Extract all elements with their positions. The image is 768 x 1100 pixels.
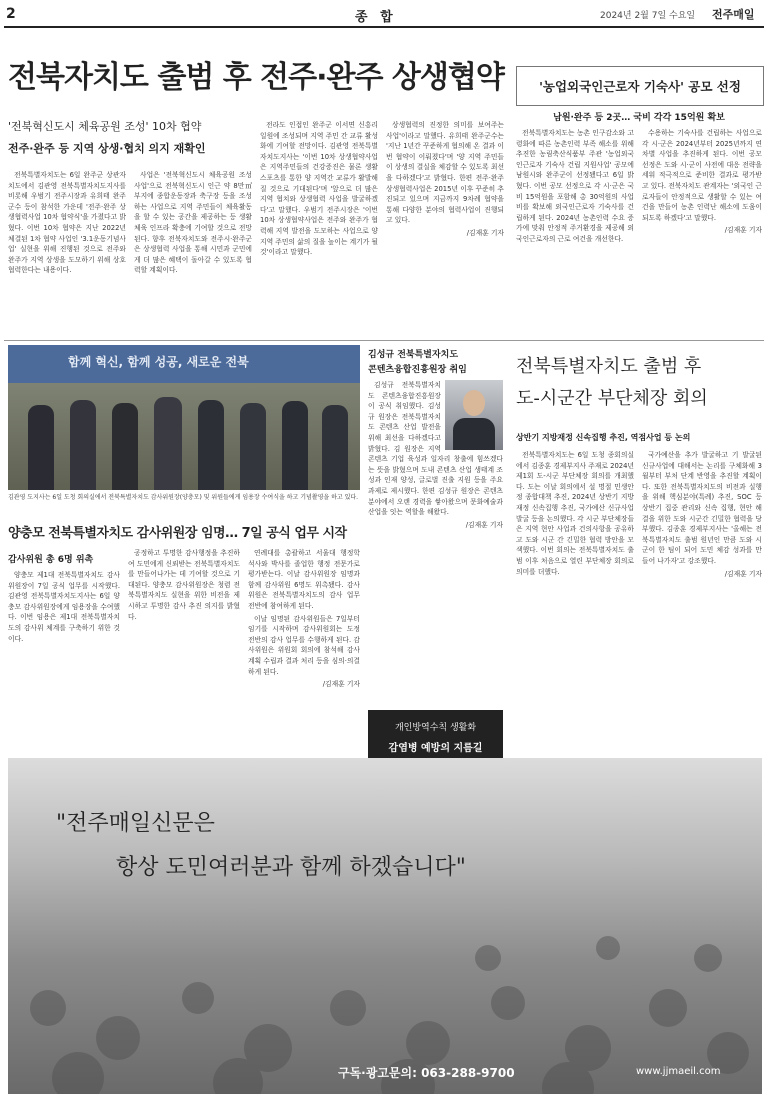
person-figure: [70, 400, 96, 490]
portrait-face: [463, 390, 485, 416]
person-figure: [28, 405, 54, 490]
ad-slogan-1: "전주매일신문은: [56, 811, 215, 836]
profile-text: 김성규 전북특별자치도 콘텐츠융합진흥원장이 공식 취임했다. 김성규 원장은 전북특별자치도 콘텐츠 산업 발전을 위해 최선을 다하겠다고 밝혔다. 김 원장은 지역 콘텐츠 기업 육성과 일자리 창출에 힘쓰겠다는 뜻을 밝혔으며 도내 콘텐츠 산업 생태계 조성과 인재 양성, 글로벌 진출 지원 등을 주요 과제로 제시했다. 한편 김성규 원장은 콘텐츠 분야에서 오랜 경력을 쌓아왔으며 문화예술과 산업을 잇는 역할을 해왔다. /김재훈 기자: [368, 381, 503, 529]
person-figure: [198, 400, 224, 490]
notice-box: [368, 710, 503, 760]
notice-line-2: 감염병 예방의 지름길: [388, 743, 483, 754]
profile-byline: /김재훈 기자: [465, 520, 503, 529]
yang-headline: 양충모 전북특별자치도 감사위원장 임명… 7일 공식 업무 시작: [8, 526, 347, 541]
header-rule: [4, 26, 764, 28]
ad-slogan-2: 항상 도민여러분과 함께 하겠습니다": [116, 855, 466, 880]
main-col-3: 전라도 인접인 완주군 이서면 신흥리 일원에 조성되며 지역 주민 간 교류 활성화에 기여할 전망이다. 김관영 전북특별자치도지사는 '이번 10차 상생협약사업은 지역주민들의 건강증진은 물론 생활스포츠를 통한 양 지역간 교류가 활발해질 것으로 기대된다'며 '앞으로 더 많은 지역 협치와 상생협력 사업을 발굴하겠다'고 말했다. 우범기 전주시장은 '이번 10차 상생협약사업은 전주와 완주가 협력해 지역 발전을 도모하는 사업으로 양 지역 주민의 삶의 질을 높이는 계기가 될 것'이라고 말했다.: [260, 121, 378, 257]
profile-portrait: [445, 380, 503, 450]
main-byline: /김재훈 기자: [466, 228, 504, 237]
right-subhead: 상반기 지방재정 신속집행 추진, 역점사업 등 논의: [516, 433, 691, 442]
notice-line-1: 개인방역수칙 생활화: [394, 723, 477, 733]
main-col-1: 전북특별자치도는 6일 완주군 상관자치도에서 김관영 전북특별자치도지사를 비롯해 우범기 전주시장과 유희태 완주군수 등이 참석한 가운데 '전주·완주 상생협력사업 10차 협약식'을 가졌다고 밝혔다. 이번 10차 협약은 지난 2022년 체결된 1차 협약 사업인 '3.1운동기념사업' 실현을 위해 진행된 것으로 전주와 완주가 지역 상생을 도모하기 위해 상호 협력한다는 내용이다.: [8, 171, 126, 275]
sidebar-byline: /김재훈 기자: [724, 226, 762, 235]
sidebar-col-1: 전북특별자치도는 농촌 인구감소와 고령화에 따른 농촌인력 부족 해소를 위해 추진한 농림축산식품부 주관 '농업외국인근로자 기숙사 건립 지원사업' 공모에 남원시와 완주군이 선정됐다고 6일 밝혔다. 이번 공모 선정으로 각 시·군은 국비 15억원을 포함해 총 30억원의 사업비를 확보해 외국인근로자 기숙사를 건립하게 된다. 2024년 농촌인력 수요 증가에 맞춰 안정적 주거환경을 제공해 외국인근로자의 근로 여건을 개선한다.: [516, 129, 634, 243]
main-headline: 전북자치도 출범 후 전주·완주 상생협약: [8, 60, 504, 95]
yang-subhead: 감사위원 총 6명 위촉: [8, 555, 94, 565]
sidebar-headline: '농업외국인근로자 기숙사' 공모 선정: [539, 79, 741, 94]
yang-byline: /김재훈 기자: [322, 680, 360, 689]
main-col-2: 사업은 '전북혁신도시 체육공원 조성사업'으로 전북혁신도시 인근 약 8만㎡ 부지에 종합운동장과 축구장 등을 조성하는 사업으로 지역 주민들이 체육활동을 할 수 있는 공간을 제공하는 등 생활체육 인프라 확충에 기여할 것으로 전망된다. 향후 전북자치도와 전주시·완주군은 상생협력 사업을 통해 시민과 군민에게 더 많은 혜택이 돌아갈 수 있도록 협력할 계획이다.: [134, 171, 252, 275]
profile-headline: 김성규 전북특별자치도: [368, 350, 459, 360]
page-number: 2: [6, 6, 16, 22]
yang-col-2: 공정하고 투명한 감사행정을 추진하여 도민에게 신뢰받는 전북특별자치도를 만들어나가는 데 기여할 것으로 기대된다. 양충모 감사위원장은 청렴 전북특별자치도 실현을 위한 비전을 제시하고 투명한 감사 추진 의지를 밝혔다.: [128, 549, 240, 621]
person-figure: [282, 401, 308, 490]
photo-banner-text: 함께 혁신, 함께 성공, 새로운 전북: [68, 355, 249, 369]
main-col-4: 상생협력의 진정한 의미를 보여주는 사업'이라고 말했다. 유희태 완주군수는 '지난 1년간 꾸준하게 협의해 온 결과 이번 협약이 이뤄졌다'며 '양 지역 주민들이 상생의 결실을 체감할 수 있도록 최선을 다하겠다'고 밝혔다. 한편 전주·완주 상생협력사업은 2015년 이후 꾸준히 추진되고 있으며 지금까지 9차례 협약을 통해 다양한 분야의 협력사업이 진행되고 있다. /김재훈 기자: [386, 121, 504, 237]
person-figure: [112, 403, 138, 490]
person-figure: [322, 405, 348, 490]
right-headline-2: 도-시군간 부단체장 회의: [516, 388, 708, 409]
person-figure: [240, 403, 266, 490]
right-col-2: 국가예산을 추가 발굴하고 기 발굴된 신규사업에 대해서는 논리를 구체화해 3월부터 부처 단계 반영을 추진할 계획이다. 또한 전북특별자치도의 비전과 실행을 위해 핵심분야(특례) 추진, SOC 등 상반기 집중 관리와 신속 집행, 현안 해결을 위한 도와 시군간 긴밀한 협력을 당부했다. 김종훈 경제부지사는 '올해는 전북특별자치도 출범 원년인 만큼 도와 시군이 한 팀이 되어 도민 체감 성과를 만들어 나가자'고 강조했다. /김재훈 기자: [642, 451, 762, 578]
yang-col-1: 양충모 제1대 전북특별자치도 감사위원장이 7일 공식 업무를 시작했다. 김관영 전북특별자치도지사는 6일 양충모 감사위원장에게 임용장을 수여했다. 이번 임용은 제1대 전북특별자치도의 감사위 체계를 구축하기 위한 것이다.: [8, 571, 120, 643]
photo-caption: 김관영 도지사는 6일 도청 회의실에서 전북특별자치도 감사위원장(양충모) 및 위원들에게 임용장 수여식을 하고 기념촬영을 하고 있다.: [8, 494, 359, 501]
right-byline: /김재훈 기자: [724, 569, 762, 578]
sidebar-subhead: 남원·완주 등 2곳… 국비 각각 15억원 확보: [553, 113, 725, 123]
right-headline-1: 전북특별자치도 출범 후: [516, 356, 702, 377]
portrait-suit: [453, 418, 495, 450]
group-photo: [8, 345, 360, 490]
right-col-1: 전북특별자치도는 6일 도청 종회의실에서 김종훈 경제부지사 주재로 2024년 제1회 도-시군 부단체장 회의를 개최했다. 도는 이날 회의에서 설 명절 민생안정 종합대책 추진, 2024년 상반기 지방재정 신속집행 추진, 국가예산 신규사업 발굴 등을 논의했다. 각 시군 부단체장들은 지역 현안 사업과 건의사항을 공유하고 도와 시군 간 긴밀한 협력 방안을 모색했다. 이번 회의는 전북특별자치도 출범 이후 처음으로 열린 부단체장 회의로 의미를 더했다.: [516, 451, 634, 576]
ad-contact: 구독·광고문의: 063-288-9700: [338, 1066, 515, 1080]
issue-date: 2024년 2월 7일 수요일: [600, 11, 696, 21]
person-figure: [154, 397, 182, 490]
main-subhead-1: '전북혁신도시 체육공원 조성' 10차 협약: [8, 120, 202, 133]
section-divider: [4, 340, 764, 341]
ad-url[interactable]: www.jjmaeil.com: [636, 1066, 721, 1077]
sidebar-col-2: 수용하는 기숙사를 건립하는 사업으로 각 시·군은 2024년부터 2025년까지 연차별 사업을 추진하게 된다. 이번 공모 선정은 도와 시·군이 사전에 대응 전략을 세워 적극적으로 준비한 결과로 평가받고 있다. 전북자치도 관계자는 '외국인 근로자들이 안정적으로 생활할 수 있는 여건을 만들어 농촌 인력난 해소에 도움이 되도록 하겠다'고 말했다. /김재훈 기자: [642, 129, 762, 235]
profile-subhead: 콘텐츠융합진흥원장 취임: [368, 365, 467, 375]
paper-name: 전주매일: [712, 8, 755, 21]
ad-banner: [8, 758, 762, 1094]
main-subhead-2: 전주·완주 등 지역 상생·협치 의지 재확인: [8, 142, 206, 155]
sidebar-headline-box: [516, 66, 764, 106]
section-title: 종 합: [355, 10, 397, 25]
yang-col-3: 연례대를 총괄하고 서울대 행정학 석사와 박사를 졸업한 행정 전문가로 평가받는다. 이날 감사위원장 임명과 함께 감사위원 6명도 위촉됐다. 감사위원은 전북특별자치도의 감사 업무 전반에 참여하게 된다. 이날 임명된 감사위원들은 7일부터 임기를 시작하며 감사위원회는 도정 전반의 감사 업무를 수행하게 된다. 감사위원은 위원회 회의에 참석해 감사계획 수립과 결과 처리 등을 심의·의결하게 된다. /김재훈 기자: [248, 549, 360, 689]
